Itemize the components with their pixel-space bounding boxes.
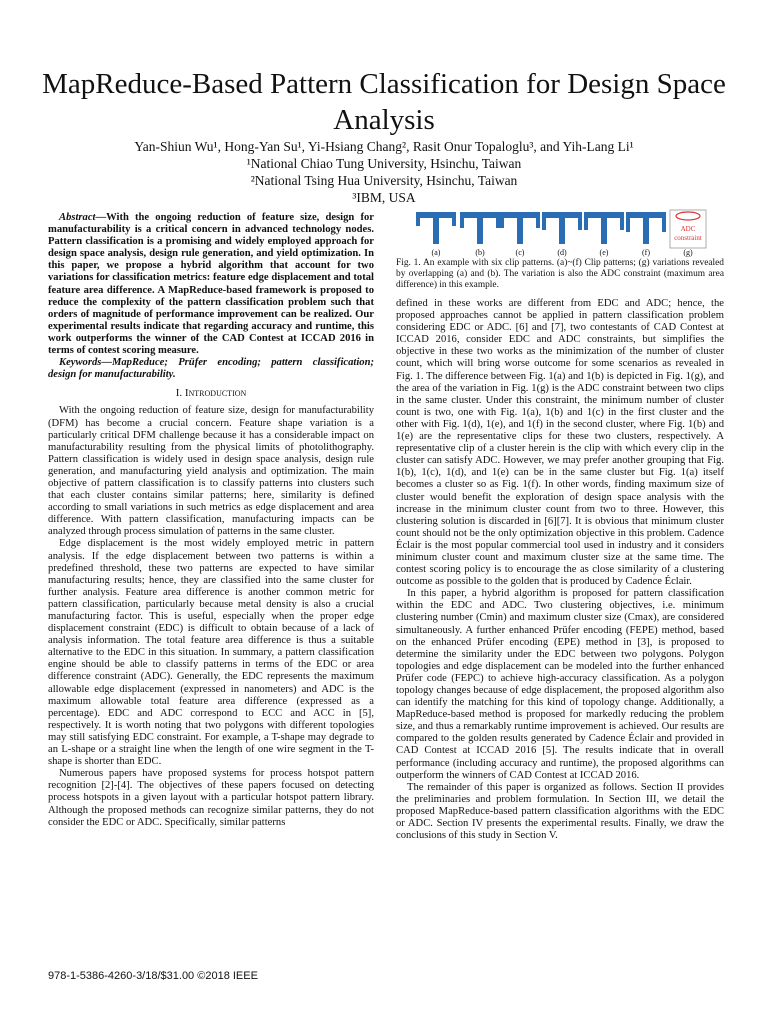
label-e: (e) (599, 248, 609, 257)
abstract-text: —With the ongoing reduction of feature size, design for manufacturability is a critical concern in advanced technology nodes. Pattern classification is a promising and widely employed approach for design space analysis, design rule generation, and yield optimization. In this paper, we propose a hybrid algorithm that account for two variations for classification metrics: feature edge displacement and total feature area difference. A MapReduce-based framework is proposed to reduce the complexity of the pattern classification problem such that orders of magnitude of performance improvement can be realized. Our experimental results indicate that regarding accuracy and runtime, this work outperforms the winner of the CAD Contest at ICCAD 2016 in terms of contest scoring measure. (48, 212, 374, 357)
right-paragraph-3: The remainder of this paper is organized as follows. Section II provides the preliminaries and problem formulation. In Section III, we detail the proposed MapReduce-based pattern classification algorithms with the EDC or ADC. Section IV presents the experimental results. Finally, we draw the conclusions of this study in Section V. (396, 781, 724, 842)
figure-1-graphic (396, 208, 724, 258)
section-heading-introduction: I. Introduction (175, 387, 247, 400)
label-b: (b) (475, 248, 485, 257)
label-d: (d) (557, 248, 567, 257)
intro-paragraph-1: With the ongoing reduction of feature size, design for manufacturability (DFM) has become a crucial concern. Feature shape variation is a particularly critical DFM challenge because it has a considerable impact on manufacturability resulting from the physical limits of photolithography. Pattern classification is widely used in design space analysis, design rule generation, and manufacturing yield analysis and optimization. The main objective of pattern classification is to classify patterns into clusters such that each cluster contains similar patterns; here, similarity is defined according to small variations in such metrics as edge displacement and area difference. With pattern classification, manufacturing impacts can be analyzed through process simulation of patterns in the same cluster. (48, 405, 374, 538)
right-paragraph-1: defined in these works are different from EDC and ADC; hence, the proposed approaches cannot be applied in pattern classification problem considering EDC or ADC. [6] and [7], two contestants of CAD Contest at ICCAD 2016, consider EDC and ADC constraints, but simplifies the objective in these two works as the minimization of the number of cluster count, which will bring worse outcome for some scenarios as revealed in Fig. 1. The difference between Fig. 1(a) and 1(b) is depicted in Fig. 1(g), and the area of the variation in Fig. 1(g) is the ADC constraint between two clips in the same cluster. Under this constraint, the minimum number of cluster count is two, one with Fig. 1(a), 1(b) and 1(c) in the first cluster and the other with Fig. 1(d), 1(e), and 1(f) in the second cluster, where Fig. 1(b) and 1(e) are the representative clips for these two clusters, respectively. A representative clip of a cluster herein is the clip with which every clip in the cluster can satisfy ADC. However, we may prefer another grouping that Fig. 1(b), 1(c), 1(d), and 1(e) can be in the same cluster but Fig. 1(a) itself becomes a cluster so as Fig. 1(f). In other words, finding maximum size of cluster would benefit the exploration of design space analysis with the increase in the minimum cluster count from two to three. However, this clustering solution is discarded in [6][7]. It is obvious that minimum cluster count should not be the only optimization objective in this problem. Cadence Éclair is the most popular commercial tool used in industry and it considers minimum cluster count and maximum cluster size at the same time. The contest scoring policy is to encourage the as close similarity of a clustering outcome as possible to the golden that is produced by Cadence Éclair. (396, 298, 724, 588)
right-paragraph-2: In this paper, a hybrid algorithm is proposed for pattern classification within the EDC and ADC. Two clustering objectives, i.e. minimum clustering number (Cmin) and maximum cluster size (Cmax), are considered simultaneously. A further enhanced Prüfer encoding (FEPE) method, based on the enhanced Prüfer encoding (EPE) method in [3], is proposed to determine the similarity under the EDC between two polygons. Polygon topologies and edge displacement can be modeled into the further enhanced Prüfer code (FEPC) to achieve high-accuracy classification. As a polygon topology changes because of edge displacement, the proposed algorithm also can identify the matching for this kind of topology change. Additionally, a MapReduce-based method is proposed for markedly reducing the problem size, and thus a remarkably runtime improvement is achieved. Our results are compared to the golden results generated by Cadence Éclair and provided in CAD Contest at ICCAD 2016 [5]. The results indicate that in overall performance (including accuracy and runtime), the proposed algorithms can outperform the winners of CAD Contest at ICCAD 2016. (396, 588, 725, 781)
intro-paragraph-2: Edge displacement is the most widely employed metric in pattern analysis. If the edge displacement between two patterns is within a predefined threshold, these two patterns are expected to have similar manufacturing results; hence, they are classified into the same cluster for further analysis. Feature area difference is another common metric for pattern classification, particularly because metal density is also a crucial manufacturing factor. This is useful, especially when the proper edge displacement constraint (EDC) is difficult to obtain because of a lack of analysis information. The total feature area difference is thus a suitable alternative to the EDC in this situation. In summary, a pattern classification engine should be able to classify patterns in terms of the EDC or area difference constraint (ADC). Generally, the EDC represents the maximum allowable edge displacement (expressed in nanometers) and ADC is the maximum allowable total feature area difference (expressed as a percentage). EDC and ADC correspond to ECC and ACC in [5], respectively. It is worth noting that two polygons with different topologies may still satisfying EDC constraint. For example, a T-shape may degrade to an L-shape or a straight line when the length of one wire segment in the T-shape is shorter than EDC. (48, 538, 374, 768)
adc-label-1: ADC (680, 225, 696, 233)
affiliation-2: ²National Tsing Hua University, Hsinchu, Taiwan (250, 173, 518, 188)
author-block (20, 138, 748, 206)
paper-title: MapReduce-Based Pattern Classification for Design Space Analysis (42, 68, 726, 136)
intro-paragraph-3: Numerous papers have proposed systems for process hotspot pattern recognition [2]-[4]. The objectives of these papers focused on detecting process hotspots in a given layout with a particular hotspot pattern library. Although the proposed methods can recognize similar patterns, they do not consider the EDC or ADC. Specifically, similar patterns (48, 768, 374, 828)
right-column (396, 298, 724, 842)
copyright-footer: 978-1-5386-4260-3/18/$31.00 ©2018 IEEE (48, 970, 258, 982)
adc-label-2: constraint (674, 234, 702, 242)
figure-1-caption: Fig. 1. An example with six clip patterns. (a)~(f) Clip patterns; (g) variations revealed by overlapping (a) and (b). The variation is also the ADC constraint (maximum area difference) in this example. (396, 258, 724, 290)
affiliation-1: ¹National Chiao Tung University, Hsinchu, Taiwan (246, 156, 522, 171)
abstract (48, 212, 374, 357)
label-c: (c) (515, 248, 525, 257)
adc-variation-ellipse (676, 212, 700, 220)
label-f: (f) (642, 248, 650, 257)
left-column (48, 212, 374, 829)
clip-a-top (416, 212, 456, 218)
abstract-label: Abstract (59, 212, 96, 223)
author-list: Yan-Shiun Wu¹, Hong-Yan Su¹, Yi-Hsiang Chang², Rasit Onur Topaloglu³, and Yih-Lang Li¹ (134, 139, 634, 154)
clip-a-stem (433, 218, 439, 244)
label-g: (g) (683, 248, 693, 257)
affiliation-3: ³IBM, USA (352, 190, 416, 205)
label-a: (a) (431, 248, 441, 257)
keywords: Keywords—MapReduce; Prüfer encoding; pattern classification; design for manufacturability. (48, 357, 374, 381)
figure-1 (396, 208, 724, 263)
